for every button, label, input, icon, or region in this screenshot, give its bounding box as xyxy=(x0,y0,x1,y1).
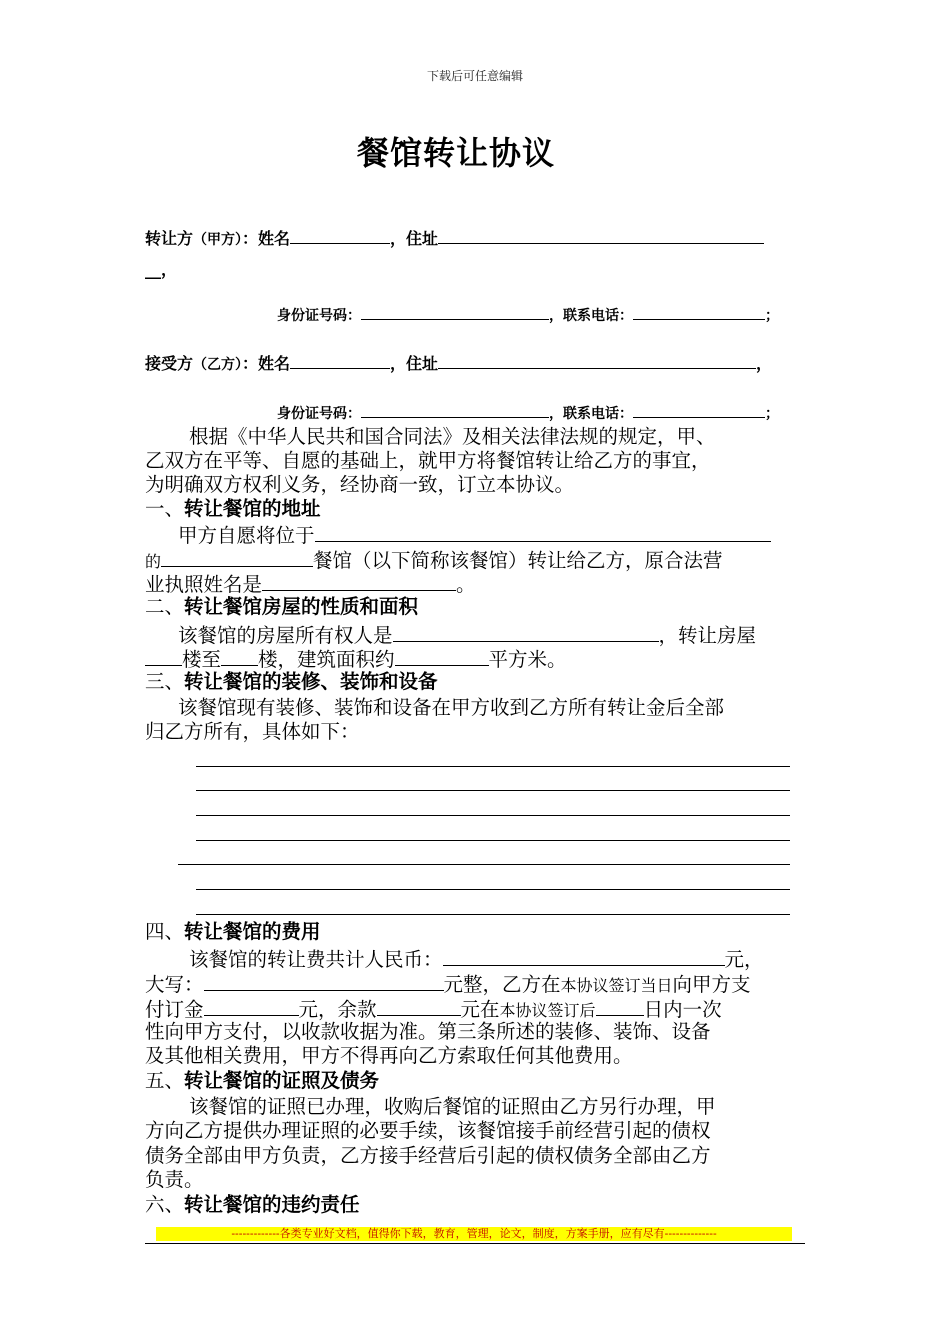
party-a-phone-field[interactable] xyxy=(633,302,765,320)
equipment-list-line[interactable] xyxy=(196,790,790,791)
section-2-line-2 xyxy=(145,645,567,672)
restaurant-location-field[interactable] xyxy=(315,521,771,542)
section-4-text-2a: 大写： xyxy=(145,973,204,996)
party-a-address-field[interactable] xyxy=(438,226,764,244)
party-b-phone-label: ，联系电话： xyxy=(549,406,633,422)
days-field[interactable] xyxy=(596,995,644,1016)
footer-divider xyxy=(145,1243,805,1244)
section-3-line-2: 归乙方所有，具体如下： xyxy=(145,720,360,743)
section-5-line-4: 负责。 xyxy=(145,1168,204,1191)
section-4-text-1b: 元， xyxy=(724,948,764,971)
section-3-number: 三、 xyxy=(145,670,185,693)
section-5-line-1: 该餐馆的证照已办理，收购后餐馆的证照由乙方另行办理，甲 xyxy=(189,1095,716,1118)
section-1-number: 一、 xyxy=(145,497,185,520)
party-b-end: ； xyxy=(765,406,779,422)
section-2-text-2b: 楼，建筑面积约 xyxy=(258,648,395,671)
party-a-name-field[interactable] xyxy=(290,226,390,244)
equipment-list-line[interactable] xyxy=(196,766,790,767)
party-b-id-field[interactable] xyxy=(361,400,549,418)
party-b-id-line xyxy=(277,400,779,423)
section-2-heading xyxy=(145,595,418,619)
section-5-title: 转让餐馆的证照及债务 xyxy=(184,1069,380,1092)
section-5-heading xyxy=(145,1069,379,1093)
section-4-title: 转让餐馆的费用 xyxy=(184,920,321,943)
party-b-comma: ， xyxy=(756,354,773,373)
section-4-text-3a: 付订金 xyxy=(145,998,204,1021)
section-4-number: 四、 xyxy=(145,920,185,943)
property-owner-field[interactable] xyxy=(393,621,659,642)
section-4-line-2 xyxy=(145,970,751,998)
section-1-text-2a: 的 xyxy=(145,552,162,571)
section-1-heading xyxy=(145,497,321,521)
floor-from-field[interactable] xyxy=(145,645,182,666)
section-5-number: 五、 xyxy=(145,1069,185,1092)
section-1-text-2b: 餐馆（以下简称该餐馆）转让给乙方，原合法营 xyxy=(313,549,723,572)
section-1-text-3a: 业执照姓名是 xyxy=(145,573,263,596)
section-3-line-1: 该餐馆现有装修、装饰和设备在甲方收到乙方所有转让金后全部 xyxy=(178,696,725,719)
section-2-text-2c: 平方米。 xyxy=(488,648,567,671)
party-b-label: 接受方 xyxy=(145,354,194,373)
party-b-name-label: ：姓名 xyxy=(242,354,291,373)
section-4-line-5: 及其他相关费用，甲方不得再向乙方索取任何其他费用。 xyxy=(145,1044,633,1067)
party-a-line xyxy=(145,226,764,249)
section-4-text-1a: 该餐馆的转让费共计人民币： xyxy=(189,948,443,971)
party-a-phone-label: ，联系电话： xyxy=(549,308,633,324)
section-4-text-3b: 元，余款 xyxy=(298,998,377,1021)
party-a-id-label: 身份证号码： xyxy=(277,308,361,324)
section-2-text-1a: 该餐馆的房屋所有权人是 xyxy=(178,624,393,647)
section-2-text-2a: 楼至 xyxy=(182,648,222,671)
intro-line-1: 根据《中华人民共和国合同法》及相关法律法规的规定，甲、 xyxy=(189,425,716,448)
section-4-text-3e: 日内一次 xyxy=(643,998,722,1021)
section-4-text-3c: 元在 xyxy=(460,998,500,1021)
party-b-id-label: 身份证号码： xyxy=(277,406,361,422)
party-b-phone-field[interactable] xyxy=(633,400,765,418)
party-b-address-field[interactable] xyxy=(438,351,756,369)
section-5-line-3: 债务全部由甲方负责，乙方接手经营后引起的债权债务全部由乙方 xyxy=(145,1144,711,1167)
party-b-line xyxy=(145,351,772,374)
section-1-text-3b: 。 xyxy=(456,573,476,596)
intro-line-3: 为明确双方权利义务，经协商一致，订立本协议。 xyxy=(145,473,575,496)
section-3-title: 转让餐馆的装修、装饰和设备 xyxy=(184,670,438,693)
section-6-number: 六、 xyxy=(145,1193,185,1216)
footer-banner: -------------各类专业好文档，值得你下载，教育，管理，论文，制度，方案手册，应有尽有-------------- xyxy=(156,1227,792,1241)
floor-to-field[interactable] xyxy=(221,645,258,666)
party-a-id-field[interactable] xyxy=(361,302,549,320)
section-5-line-2: 方向乙方提供办理证照的必要手续，该餐馆接手前经营引起的债权 xyxy=(145,1119,711,1142)
party-b-name-field[interactable] xyxy=(290,351,390,369)
section-4-heading xyxy=(145,920,321,944)
party-a-address-label: ，住址 xyxy=(390,229,439,248)
section-4-text-3d: 本协议签订后 xyxy=(499,1001,596,1020)
section-4-line-4: 性向甲方支付，以收款收据为准。第三条所述的装修、装饰、设备 xyxy=(145,1020,711,1043)
section-6-title: 转让餐馆的违约责任 xyxy=(184,1193,360,1216)
transfer-fee-words-field[interactable] xyxy=(204,970,444,991)
equipment-list-line[interactable] xyxy=(196,914,790,915)
section-4-line-3 xyxy=(145,995,722,1023)
party-a-name-label: ：姓名 xyxy=(242,229,291,248)
intro-line-2: 乙双方在平等、自愿的基础上，就甲方将餐馆转让给乙方的事宜， xyxy=(145,449,711,472)
section-4-line-1 xyxy=(189,945,764,972)
section-1-line-3 xyxy=(145,570,476,597)
party-a-label: 转让方 xyxy=(145,229,194,248)
section-1-title: 转让餐馆的地址 xyxy=(184,497,321,520)
floor-area-field[interactable] xyxy=(395,645,489,666)
equipment-list-line[interactable] xyxy=(178,864,790,865)
section-1-text-1: 甲方自愿将位于 xyxy=(178,524,315,547)
balance-field[interactable] xyxy=(377,995,461,1016)
section-2-title: 转让餐馆房屋的性质和面积 xyxy=(184,595,419,618)
party-a-end: ； xyxy=(765,308,779,324)
deposit-field[interactable] xyxy=(204,995,299,1016)
section-2-number: 二、 xyxy=(145,595,185,618)
section-4-text-2b: 元整，乙方在 xyxy=(443,973,561,996)
transfer-fee-field[interactable] xyxy=(443,945,725,966)
document-title: 餐馆转让协议 xyxy=(356,134,555,172)
equipment-list-line[interactable] xyxy=(196,889,790,890)
section-4-text-2c: 本协议签订当日 xyxy=(560,976,673,995)
section-4-text-2d: 向甲方支 xyxy=(672,973,751,996)
party-a-line-tail: __， xyxy=(145,260,178,279)
section-1-line-1 xyxy=(178,521,771,548)
party-b-paren: （乙方） xyxy=(193,357,243,373)
party-b-address-label: ，住址 xyxy=(390,354,439,373)
party-a-paren: （甲方） xyxy=(193,232,243,248)
party-a-id-line xyxy=(277,302,779,325)
equipment-list-line[interactable] xyxy=(196,840,790,841)
section-2-text-1b: ，转让房屋 xyxy=(658,624,757,647)
section-6-heading xyxy=(145,1193,360,1217)
section-3-heading xyxy=(145,670,438,694)
equipment-list-line[interactable] xyxy=(196,815,790,816)
restaurant-name-field[interactable] xyxy=(161,546,313,567)
section-2-line-1 xyxy=(178,621,756,648)
header-note: 下载后可任意编辑 xyxy=(426,69,523,83)
license-name-field[interactable] xyxy=(262,570,456,591)
